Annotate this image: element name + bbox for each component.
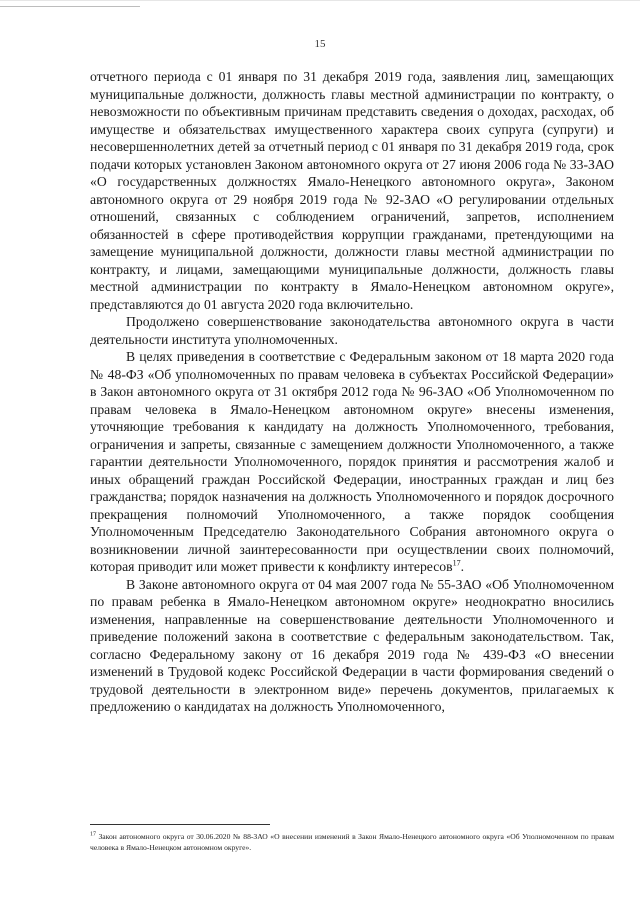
footnote-separator [90,824,270,825]
footnote [90,831,614,853]
paragraph-1 [90,68,614,313]
paragraph-3 [90,348,614,576]
footnote-mark: 17 [90,831,96,838]
paragraph-text: Продолжено совершенствование законодательства автономного округа в части деятельности института уполномоченных. [90,314,614,347]
paragraph-tail: . [460,559,465,574]
footnote-reference[interactable]: 17 [452,558,461,568]
paragraph-4 [90,576,614,716]
footnote-text: Закон автономного округа от 30.06.2020 № 88-ЗАО «О внесении изменений в Закон Ямало-Ненецкого автономного округа «Об Уполномоченном по правам человека в Ямало-Ненецком автономном округе». [90,832,614,852]
paragraph-text: В Законе автономного округа от 04 мая 2007 года № 55-ЗАО «Об Уполномоченном по правам ребенка в Ямало-Ненецком автономном округе» неоднократно вносились изменения, направленные на совершенствование деятельности Уполномоченного и приведение положений закона в соответствие с федеральным законодательством. Так, согласно Федеральному закону от 16 декабря 2019 года № 439-ФЗ «О внесении изменений в Трудовой кодекс Российской Федерации в части формирования сведений о трудовой деятельности в электронном виде» перечень документов, прилагаемых к предложению о кандидатах на должность Уполномоченного, [90,576,614,714]
page-top-edge [0,0,640,1]
scan-corner-line [0,6,140,7]
paragraph-2 [90,313,614,348]
page-number: 15 [314,38,326,50]
paragraph-text: В целях приведения в соответствие с Федеральным законом от 18 марта 2020 года № 48-ФЗ «Об уполномоченных по правам человека в субъектах Российской Федерации» в Закон автономного округа от 31 октября 2012 года № 96-ЗАО «Об Уполномоченном по правам человека в Ямало-Ненецком автономном округе» внесены изменения, уточняющие требования к кандидату на должность Уполномоченного, требования, ограничения и запреты, связанные с замещением должности Уполномоченного, а также гарантии деятельности Уполномоченного, порядок принятия и рассмотрения жалоб и иных обращений граждан Российской Федерации, иностранных граждан и лиц без гражданства; порядок назначения на должность Уполномоченного и порядок досрочного прекращения полномочий Уполномоченного, а также порядок сообщения Уполномоченным Председателю Законодательного Собрания автономного округа о возникновении личной заинтересованности при осуществлении своих полномочий, которая приводит или может привести к конфликту интересов [90,349,614,574]
document-body [90,68,614,716]
paragraph-text: отчетного периода с 01 января по 31 декабря 2019 года, заявления лиц, замещающих муниципальные должности, должность главы местной администрации по контракту, о невозможности по объективным причинам представить сведения о доходах, расходах, об имуществе и обязательствах имущественного характера своих супруга (супруги) и несовершеннолетних детей за отчетный период с 01 января по 31 декабря 2019 года, срок подачи которых установлен Законом автономного округа от 27 июня 2006 года № 33-ЗАО «О государственных должностях Ямало-Ненецкого автономного округа», Законом автономного округа от 29 ноября 2019 года № 92-ЗАО «О регулировании отдельных отношений, связанных с соблюдением ограничений, запретов, исполнением обязанностей в сфере противодействия коррупции гражданами, претендующими на замещение муниципальной должности, должности главы местной администрации по контракту, и лицами, замещающими муниципальные должности, должность главы местной администрации по контракту в Ямало-Ненецком автономном округе», представляются до 01 августа 2020 года включительно. [90,69,614,312]
